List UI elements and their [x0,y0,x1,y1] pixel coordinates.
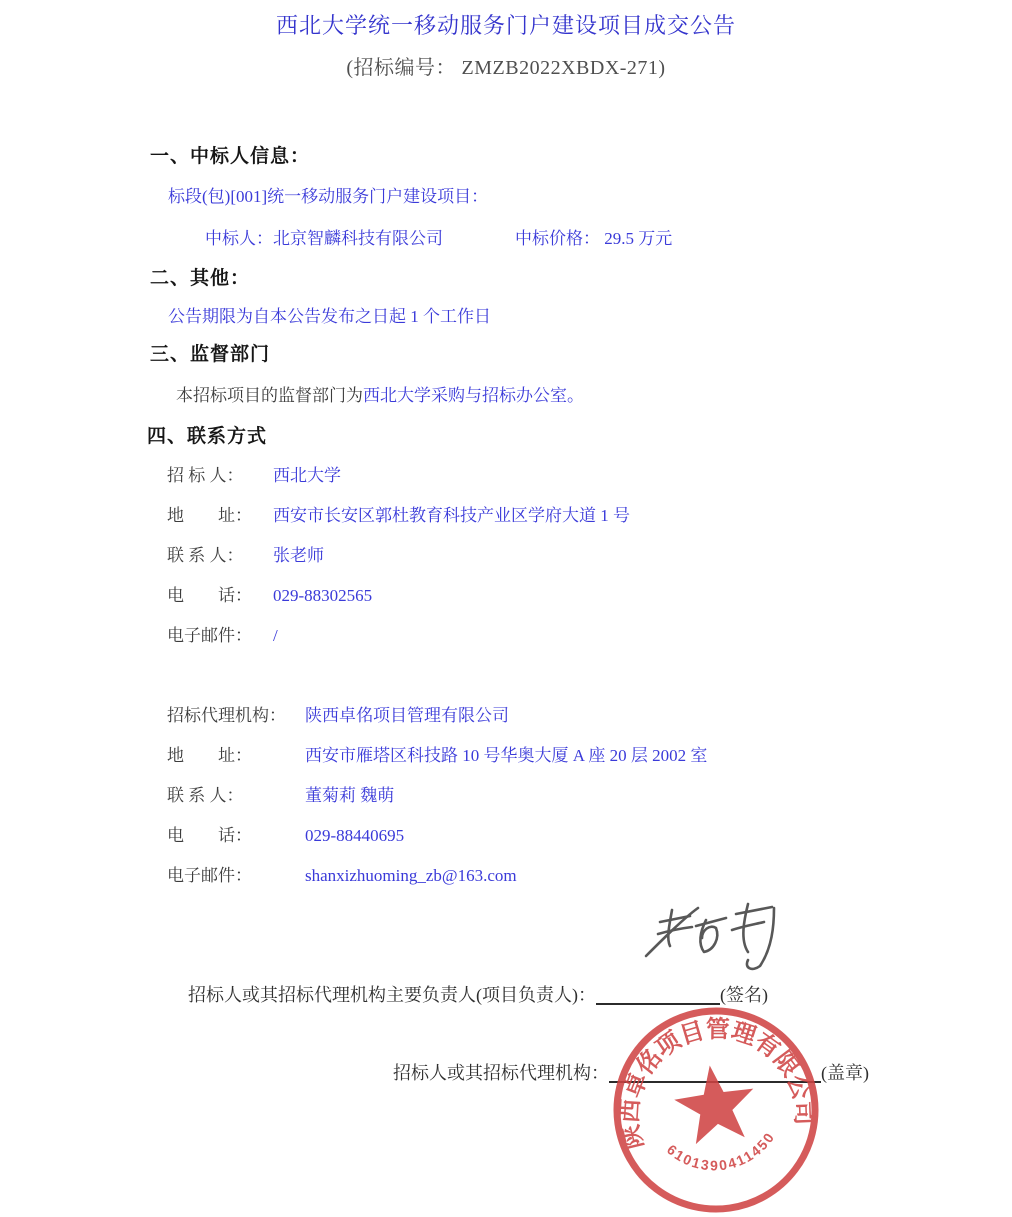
seal-star-icon [670,1060,760,1146]
tenderer-value: 张老师 [273,546,324,565]
notice-period-line: 公告期限为自本公告发布之日起 1 个工作日 [168,307,491,326]
tender-number: (招标编号： ZMZB2022XBDX-271) [346,57,666,79]
agency-name: 陕西卓佲项目管理有限公司 [305,706,509,725]
agency-row [167,701,509,726]
signoff-seal-suffix: (盖章) [821,1063,869,1083]
tenderer-phone: 029-88302565 [273,586,373,605]
tenderer-value: 西北大学 [273,466,341,485]
agency-label: 电子邮件： [167,866,252,885]
agency-row [167,741,707,766]
tenderer-row [167,621,278,646]
agency-email: shanxizhuoming_zb@163.com [305,866,517,885]
section-heading-winner-info: 一、中标人信息： [150,146,311,167]
section-heading-contact: 四、联系方式 [147,426,268,447]
lot-line: 标段(包)[001]统一移动服务门户建设项目： [168,187,489,206]
tenderer-label: 电 话： [167,586,252,605]
agency-row [167,781,394,806]
winner-name: 中标人：北京智麟科技有限公司 [205,229,443,248]
supervisor-prefix: 本招标项目的监督部门为 [176,386,363,405]
section-heading-supervisor: 三、监督部门 [150,344,271,365]
tenderer-value: 西安市长安区郭杜教育科技产业区学府大道 1 号 [273,506,630,525]
tenderer-label: 电子邮件： [167,626,252,645]
supervisor-office-link: 西北大学采购与招标办公室 [363,386,567,405]
section-heading-other: 二、其他： [150,268,251,289]
tenderer-row [167,501,630,526]
seal-company-text: 陕西卓佲项目管理有限公司 [616,1016,818,1152]
tenderer-label: 联 系 人： [167,546,244,565]
agency-label: 电 话： [167,826,252,845]
signoff-agency-label: 招标人或其招标代理机构： [393,1063,609,1083]
agency-red-seal [606,1000,826,1217]
agency-label: 地 址： [167,746,252,765]
tenderer-row [167,541,324,566]
agency-address: 西安市雁塔区科技路 10 号华奥大厦 A 座 20 层 2002 室 [305,746,708,765]
tenderer-row [167,461,341,486]
agency-label: 联 系 人： [167,786,244,805]
agency-label: 招标代理机构： [167,706,286,725]
agency-row [167,861,517,886]
signoff-responsible-label: 招标人或其招标代理机构主要负责人(项目负责人)： [188,985,596,1005]
svg-text:6101390411450 [662,1127,781,1181]
page-title: 西北大学统一移动服务门户建设项目成交公告 [275,13,736,38]
agency-phone: 029-88440695 [305,826,405,845]
agency-contact-person: 董菊莉 魏萌 [305,786,395,805]
supervisor-suffix: 。 [567,386,584,405]
signoff-sign-suffix: (签名) [720,985,768,1005]
tenderer-label: 地 址： [167,506,252,525]
winner-price: 中标价格： 29.5 万元 [515,229,673,248]
tenderer-row [167,581,372,606]
handwritten-signature [632,900,807,980]
agency-row [167,821,404,846]
tenderer-label: 招 标 人： [167,466,244,485]
seal-number-text: 6101390411450 [663,1128,779,1174]
tenderer-email: / [273,626,278,645]
